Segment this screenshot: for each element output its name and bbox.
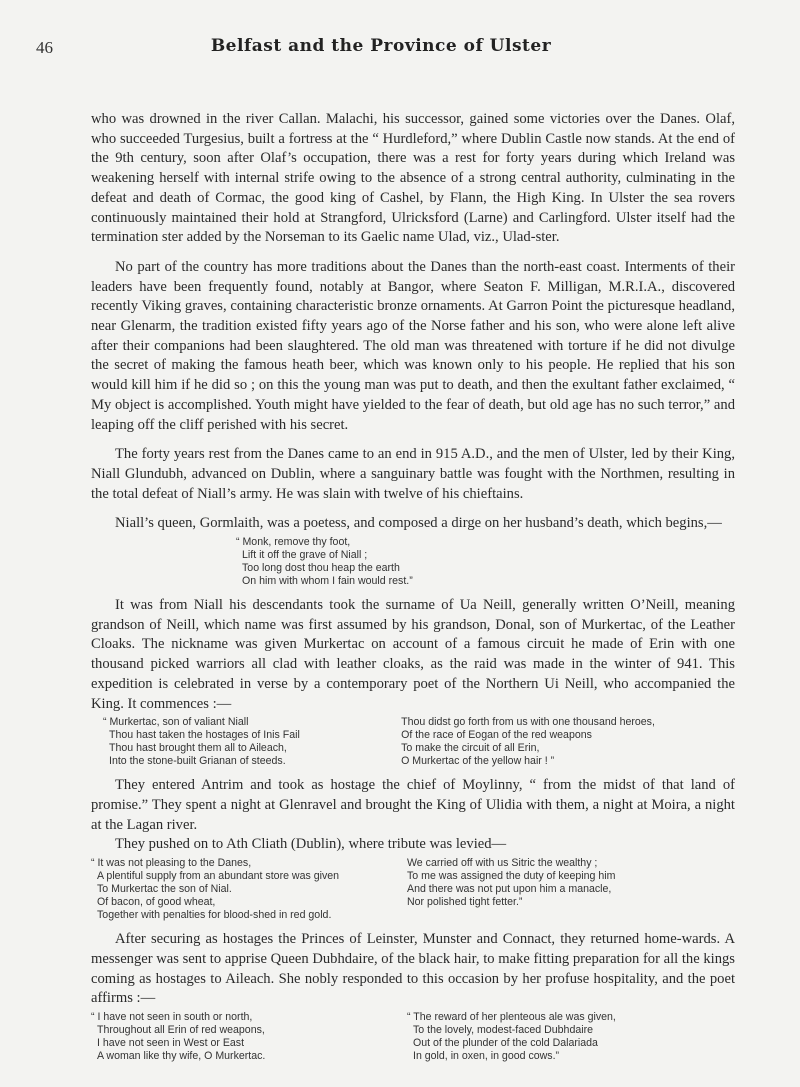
verse-columns: [91, 857, 735, 909]
murkertac-verse: [97, 716, 735, 768]
verse-column-left: [91, 857, 407, 909]
paragraph-3: The forty years rest from the Danes came to an end in 915 A.D., and the men of Ulster, led by their King, Niall Glundubh, advanced on Dublin, where a sanguinary battle was fought with the Northmen, resulting in the total defeat of Niall’s army. He was slain with twelve of his chieftains.: [91, 446, 735, 502]
verse-column-left: [97, 716, 401, 768]
verse-line: “ Monk, remove thy foot,: [236, 536, 351, 549]
verse-line: To Murkertac the son of Nial.: [97, 883, 232, 896]
dubhdaire-verse: [91, 1011, 735, 1063]
paragraph-6: They entered Antrim and took as hostage the chief of Moylinny, “ from the midst of that land of promise.” They spent a night at Glenravel and brought the King of Ulidia with them, a night at Moira, a night at the Lagan river.: [91, 777, 735, 833]
verse-line: Thou hast taken the hostages of Inis Fail: [109, 729, 300, 742]
verse-line: I have not seen in West or East: [97, 1036, 245, 1049]
verse-line: Throughout all Erin of red weapons,: [97, 1023, 265, 1036]
paragraph-5: It was from Niall his descendants took the surname of Ua Neill, generally written O’Neill, meaning grandson of Neill, which name was first assumed by his grandson, Donal, son of Murkertac, of the Leather Cloaks. The nickname was given Murkertac on account of a famous circuit he made of Erin with one thousand picked warriors all clad with leather cloaks, as the raid was made in the winter of 941. This expedition is celebrated in verse by a contemporary poet of the Northern Ui Neill, who accompanied the King. It commences :—: [91, 597, 735, 712]
verse-line: Thou didst go forth from us with one thousand heroes,: [401, 716, 655, 729]
verse-line: Out of the plunder of the cold Dalariada: [413, 1036, 598, 1049]
verse-column-right: [401, 716, 735, 768]
verse-line: We carried off with us Sitric the wealthy ;: [407, 857, 598, 870]
verse-line: Too long dost thou heap the earth: [242, 562, 400, 575]
paragraph-4: Niall’s queen, Gormlaith, was a poetess, and composed a dirge on her husband’s death, which begins,—: [115, 515, 722, 532]
verse-line: “ I have not seen in south or north,: [91, 1010, 253, 1023]
verse-line: “ The reward of her plenteous ale was given,: [407, 1010, 616, 1023]
paragraph-1: who was drowned in the river Callan. Malachi, his successor, gained some victories over the Danes. Olaf, who succeeded Turgesius, built a fortress at the “ Hurdleford,” where Dublin Castle now stands. At the end of the 9th century, soon after Olaf’s occupation, there was a rest for forty years during which Ireland was weakening herself with internal strife owing to the absence of a strong central authority, culminating in the defeat and death of Cormac, the good king of Cashel, by Flann, the High King. In Ulster the sea rovers continuously maintained their hold at Strangford, Ulricksford (Larne) and Carlingford. Ulster itself had the termination ster added by the Norseman to its Gaelic name Ulad, viz., Ulad-ster.: [91, 111, 735, 246]
verse-line: Into the stone-built Grianan of steeds.: [109, 755, 286, 768]
verse-line: “ It was not pleasing to the Danes,: [91, 857, 252, 870]
running-title: Belfast and the Province of Ulster: [210, 36, 552, 56]
page-header: [36, 36, 726, 62]
verse-line: O Murkertac of the yellow hair ! ”: [401, 755, 555, 768]
verse-line: To the lovely, modest-faced Dubhdaire: [413, 1023, 593, 1036]
verse-line: “ Murkertac, son of valiant Niall: [103, 716, 249, 729]
verse-column-right: [407, 857, 735, 909]
verse-line: Of bacon, of good wheat,: [97, 896, 216, 909]
paragraph-2: No part of the country has more traditions about the Danes than the north-east coast. Interments of their leaders have been frequently found, notably at Bangor, where Seaton F. Milligan, M.R.I.A., discovered recently Viking graves, containing characteristic bronze ornaments. At Garron Point the picturesque headland, near Glenarm, the tradition existed fifty years ago of the Norse father and his son, who were alone left alive after their companions had been slaughtered. The old man was threatened with torture if he did not divulge the secret of making the famous heath beer, which was known only to his people. He replied that his son would kill him if he did so ; on this the young man was put to death, and then the exultant father exclaimed, “ My object is accomplished. Youth might have yielded to the fear of death, but old age has no such terror,” and leaping off the cliff perished with his secret.: [91, 258, 735, 433]
verse-line: On him with whom I fain would rest.”: [242, 575, 413, 588]
verse-line: Of the race of Eogan of the red weapons: [401, 729, 592, 742]
verse-line: Nor polished tight fetter.”: [407, 896, 523, 909]
verse-column-left: [91, 1011, 407, 1063]
tribute-verse: [91, 857, 735, 922]
verse-line: To make the circuit of all Erin,: [401, 742, 540, 755]
paragraph-8: After securing as hostages the Princes of Leinster, Munster and Connact, they returned home-wards. A messenger was sent to apprise Queen Dubhdaire, of the black hair, to make fitting preparation for all the kings coming as hostages to Aileach. She nobly responded to this occasion by her profuse hospitality, and the poet affirms :—: [91, 931, 735, 1007]
paragraph-7: They pushed on to Ath Cliath (Dublin), where tribute was levied—: [115, 836, 507, 853]
verse-line: A woman like thy wife, O Murkertac.: [97, 1049, 266, 1062]
verse-column-right: [407, 1011, 735, 1063]
verse-line: And there was not put upon him a manacle,: [407, 883, 612, 896]
page-number: 46: [36, 38, 53, 57]
verse-line: Thou hast brought them all to Aileach,: [109, 742, 287, 755]
verse-line: To me was assigned the duty of keeping him: [407, 870, 616, 883]
body-text: [91, 110, 735, 1071]
verse-line: A plentiful supply from an abundant store was given: [97, 870, 340, 883]
dirge-verse: [236, 536, 735, 588]
verse-line: In gold, in oxen, in good cows.”: [413, 1049, 560, 1062]
verse-line: Lift it off the grave of Niall ;: [242, 549, 368, 562]
verse-line: Together with penalties for blood-shed in red gold.: [97, 909, 332, 922]
